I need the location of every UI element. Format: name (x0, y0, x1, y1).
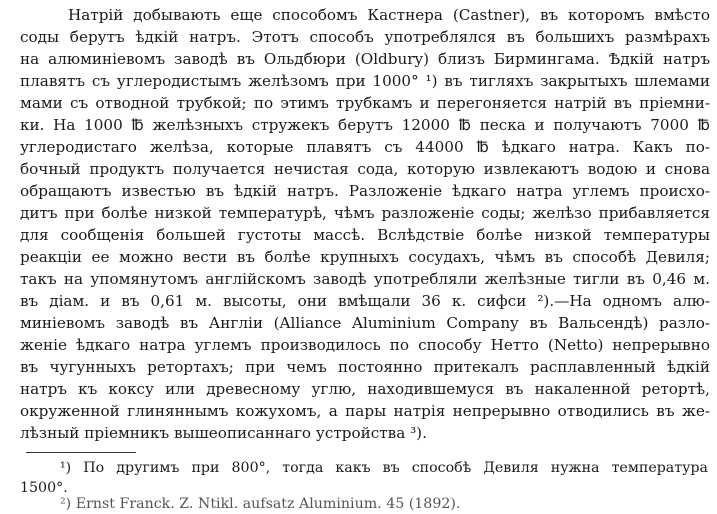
paragraph-line: въ діам. и въ 0,61 м. высоты, они вмѣщали 36 к. сифси ²).—На одномъ алю- (20, 292, 710, 310)
paragraph-line: лѣзный пріемникъ вышеописаннаго устройства ³). (20, 424, 427, 442)
paragraph-line: реакціи ее можно вести въ болѣе крупныхъ сосудахъ, чѣмъ въ способѣ Девиля; (20, 248, 710, 266)
paragraph-line: въ чугунныхъ ретортахъ; при чемъ постоянно притекалъ расплавленный ѣдкій (20, 358, 710, 376)
footnote-1-continuation: 1500°. (20, 480, 68, 496)
footnote-1: ¹) По другимъ при 800°, тогда какъ въ способѣ Девиля нужна температура (60, 460, 708, 476)
paragraph-line: миніевомъ заводѣ въ Англіи (Alliance Aluminium Company въ Вальсендѣ) разло- (20, 314, 710, 332)
paragraph-line: натръ къ коксу или древесному углю, находившемуся въ накаленной ретортѣ, (20, 380, 710, 398)
paragraph-line: ки. На 1000 ℔ желѣзныхъ стружекъ берутъ 12000 ℔ песка и получаютъ 7000 ℔ (20, 116, 710, 134)
paragraph-line: такъ на упомянутомъ англійскомъ заводѣ употребляли желѣзные тигли въ 0,46 м. (20, 270, 710, 288)
paragraph-line: обращаютъ известью въ ѣдкій натръ. Разложеніе ѣдкаго натра углемъ происхо- (20, 182, 710, 200)
paragraph-line: мами съ отводной трубкой; по этимъ трубкамъ и перегоняется натрій въ пріемни- (20, 94, 710, 112)
paragraph-line: бочный продуктъ получается нечистая сода, которую извлекаютъ водою и снова (20, 160, 710, 178)
paragraph-line: углеродистаго желѣза, которые плавятъ съ 44000 ℔ ѣдкаго натра. Какъ по- (20, 138, 710, 156)
paragraph-line: соды берутъ ѣдкій натръ. Этотъ способъ употреблялся въ большихъ размѣрахъ (20, 28, 710, 46)
paragraph-line: плавятъ съ углеродистымъ желѣзомъ при 1000° ¹) въ тигляхъ закрытыхъ шлемами (20, 72, 710, 90)
paragraph-line: на алюминіевомъ заводѣ въ Ольдбюри (Oldbury) близъ Бирмингама. Ѣдкій натръ (20, 50, 710, 68)
footnote-divider (26, 452, 136, 453)
paragraph-line: для сообщенія большей густоты массѣ. Вслѣдствіе болѣе низкой температуры (20, 226, 710, 244)
paragraph-line: женіе ѣдкаго натра углемъ производилось по способу Нетто (Netto) непрерывно (20, 336, 710, 354)
paragraph-line: дитъ при болѣе низкой температурѣ, чѣмъ разложеніе соды; желѣзо прибавляется (20, 204, 710, 222)
footnote-2-cropped: ²) Ernst Franck. Z. Ntikl. aufsatz Aluminium. 45 (1892). (60, 496, 461, 512)
paragraph-line: Натрій добывають еще способомъ Кастнера (Castner), въ которомъ вмѣсто (68, 6, 710, 24)
paragraph-line: окруженной глиняннымъ кожухомъ, а пары натрія непрерывно отводились въ же- (20, 402, 710, 420)
